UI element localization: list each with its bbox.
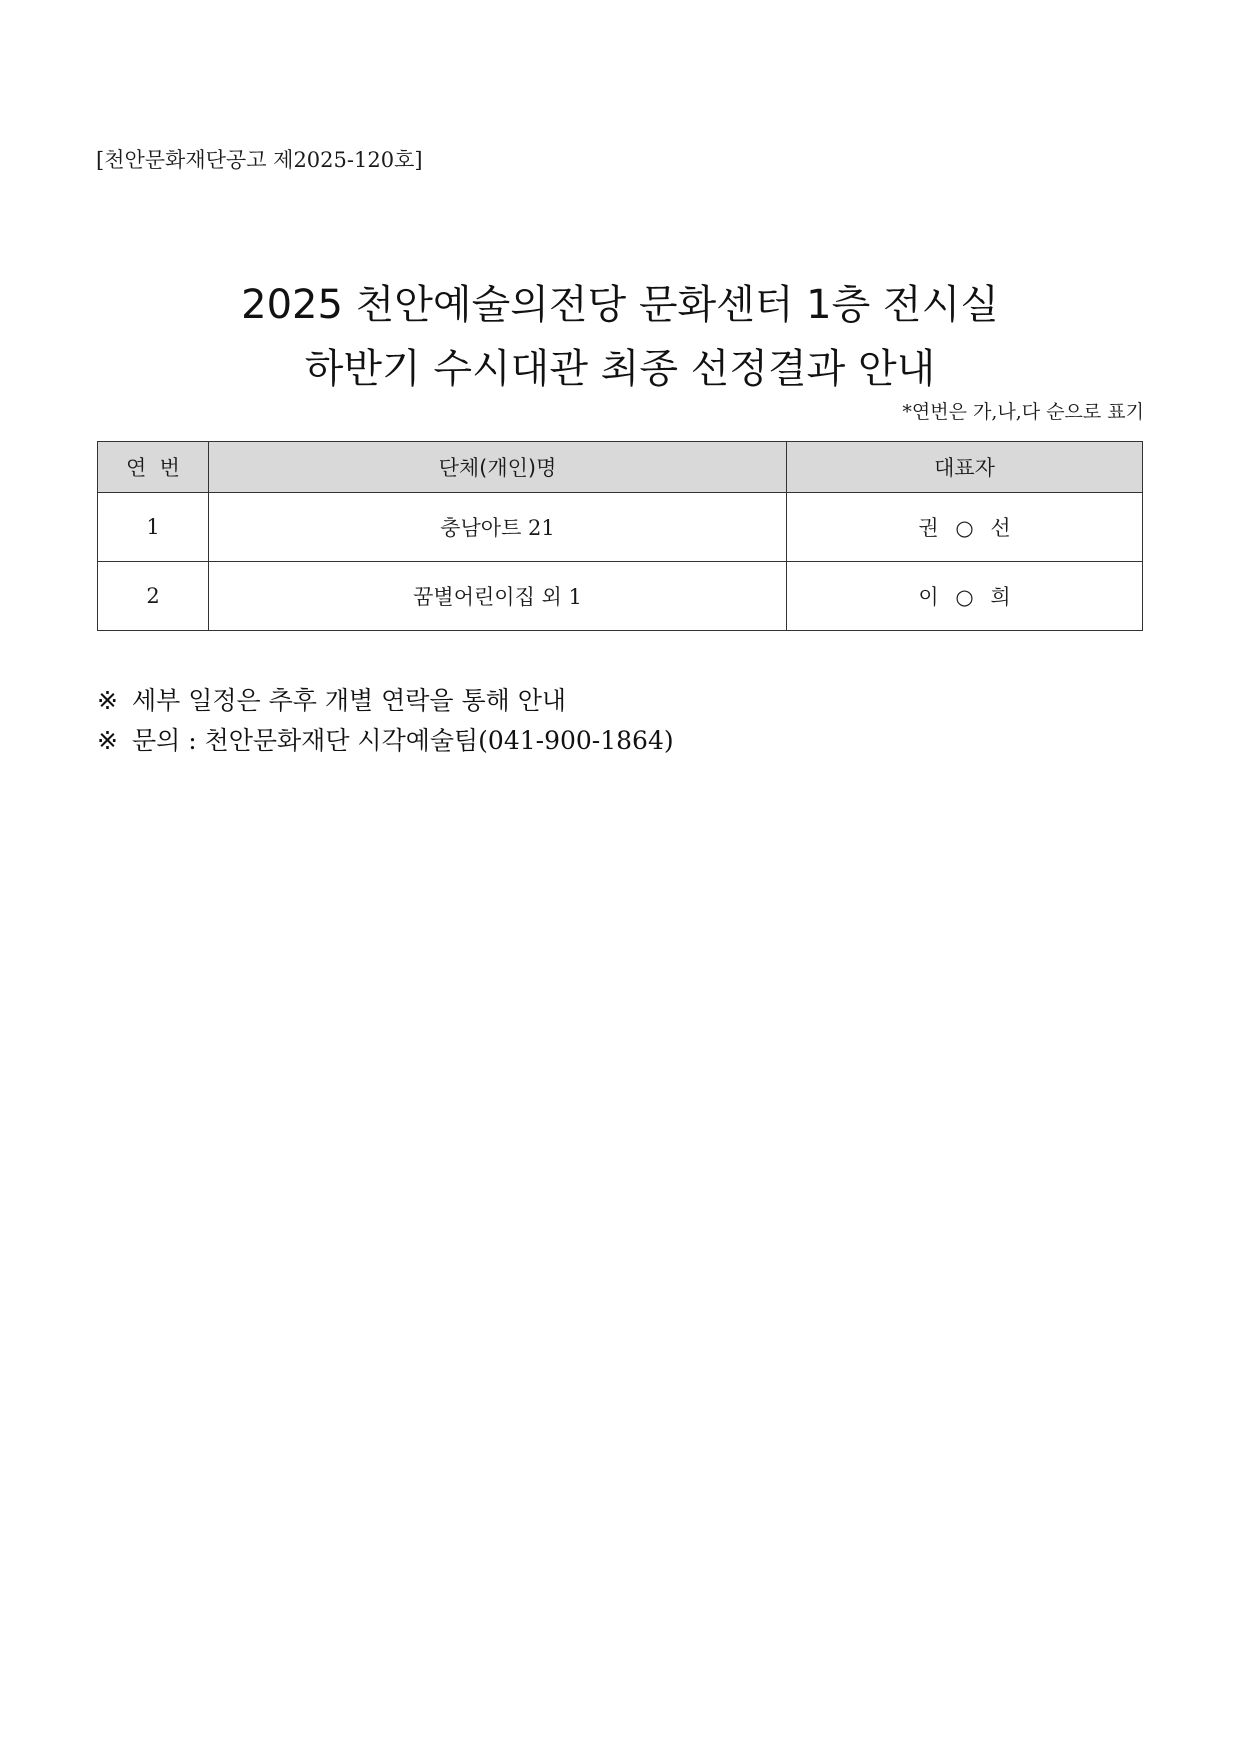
table-row (98, 562, 1143, 631)
row-organization: 충남아트 21 (209, 493, 787, 562)
reference-mark: ※ (97, 726, 118, 755)
representative-last-char: 선 (990, 516, 1011, 540)
selection-results-table (97, 441, 1143, 631)
header-organization: 단체(개인)명 (209, 442, 787, 493)
title-line-1: 2025 천안예술의전당 문화센터 1층 전시실 (241, 281, 999, 328)
header-representative: 대표자 (787, 442, 1143, 493)
row-number: 1 (98, 493, 209, 562)
row-organization: 꿈별어린이집 외 1 (209, 562, 787, 631)
reference-mark: ※ (97, 686, 118, 715)
header-number: 연 번 (98, 442, 209, 493)
representative-first-char: 권 (918, 516, 939, 540)
masked-char-circle: ○ (955, 516, 974, 540)
row-representative (787, 493, 1143, 562)
sort-order-note: *연번은 가,나,다 순으로 표기 (902, 401, 1144, 423)
table-header-row (98, 442, 1143, 493)
document-title (0, 273, 1240, 401)
note-schedule (97, 681, 674, 721)
title-line-2: 하반기 수시대관 최종 선정결과 안내 (304, 345, 936, 392)
row-number: 2 (98, 562, 209, 631)
table-row (98, 493, 1143, 562)
notes-section (97, 681, 674, 761)
representative-last-char: 희 (990, 585, 1011, 609)
note-contact (97, 721, 674, 761)
note-text: 세부 일정은 추후 개별 연락을 통해 안내 (131, 686, 567, 715)
note-text: 문의 : 천안문화재단 시각예술팀(041-900-1864) (131, 726, 674, 755)
row-representative (787, 562, 1143, 631)
masked-char-circle: ○ (955, 585, 974, 609)
notice-number: [천안문화재단공고 제2025-120호] (96, 148, 423, 172)
representative-first-char: 이 (918, 585, 939, 609)
